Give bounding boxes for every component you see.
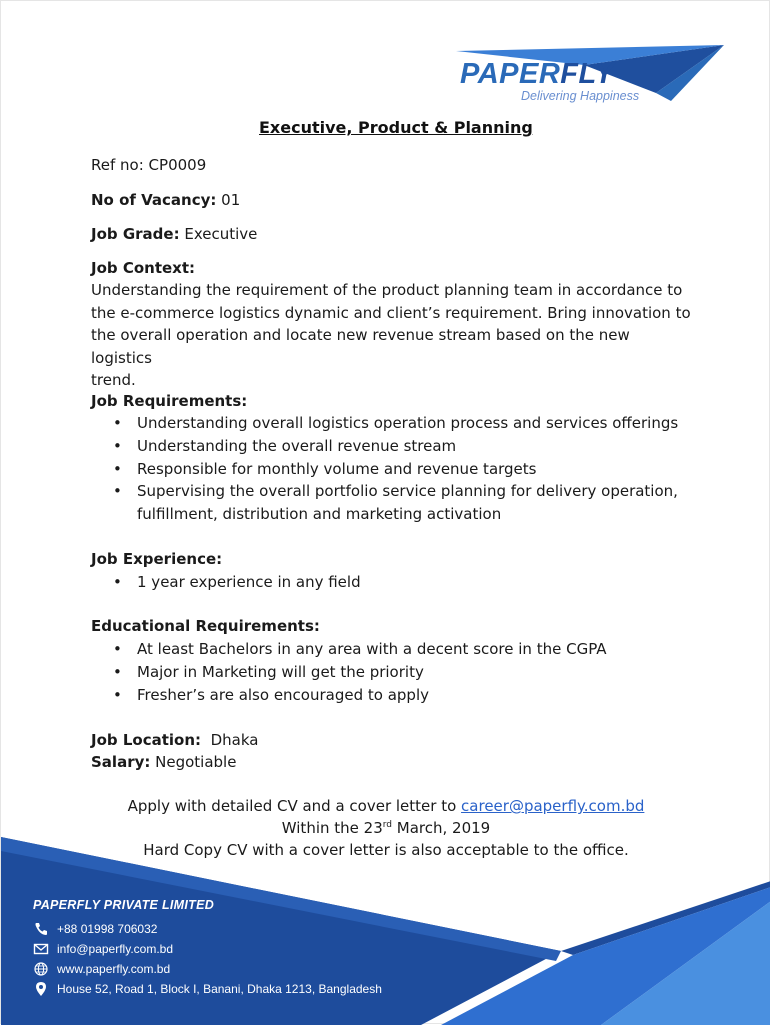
footer-address: House 52, Road 1, Block I, Banani, Dhaka 1213, Bangladesh — [33, 981, 382, 997]
footer-email: info@paperfly.com.bd — [33, 941, 173, 957]
list-item: • 1 year experience in any field — [113, 571, 693, 594]
list-item: • Major in Marketing will get the priority — [113, 661, 693, 684]
job-context-text: Understanding the requirement of the product planning team in accordance to the e-commerce logistics dynamic and client’s requirement. Bring innovation to the overall operation and locate new revenue stream based on the new logistics trend. — [91, 281, 691, 389]
list-item: • Understanding the overall revenue stream — [113, 435, 693, 458]
hard-copy-note: Hard Copy CV with a cover letter is also acceptable to the office. — [143, 841, 629, 859]
job-location: Job Location: Dhaka — [91, 731, 259, 749]
phone-icon — [33, 921, 49, 937]
job-grade: Job Grade: Executive — [91, 225, 258, 243]
job-context-heading: Job Context: — [91, 259, 196, 277]
logo-wordmark: PAPERFLY — [460, 58, 615, 90]
education-heading: Educational Requirements: — [91, 617, 320, 635]
ref-number: Ref no: CP0009 — [91, 156, 207, 174]
mail-icon — [33, 941, 49, 957]
list-item: • Understanding overall logistics operation process and services offerings — [113, 412, 693, 435]
career-email-link[interactable]: career@paperfly.com.bd — [461, 797, 645, 815]
job-requirements-list — [113, 412, 693, 526]
company-name: PAPERFLY PRIVATE LIMITED — [33, 898, 215, 912]
footer-website: www.paperfly.com.bd — [33, 961, 170, 977]
paperfly-logo — [456, 41, 731, 111]
apply-instructions: Apply with detailed CV and a cover letter to career@paperfly.com.bd — [127, 797, 645, 815]
logo-tagline: Delivering Happiness — [521, 89, 640, 103]
job-title: Executive, Product & Planning — [259, 118, 533, 137]
salary: Salary: Negotiable — [91, 753, 237, 771]
list-item: • At least Bachelors in any area with a decent score in the CGPA — [113, 638, 693, 661]
list-item: • Fresher’s are also encouraged to apply — [113, 684, 693, 707]
vacancy: No of Vacancy: 01 — [91, 191, 241, 209]
globe-icon — [33, 961, 49, 977]
education-list — [113, 638, 693, 706]
location-pin-icon — [33, 981, 49, 997]
list-item: • Supervising the overall portfolio service planning for delivery operation, fulfillment, distribution and marketing activation — [113, 480, 693, 526]
footer-phone: +88 01998 706032 — [33, 921, 157, 937]
apply-deadline: Within the 23rd March, 2019 — [281, 819, 491, 837]
job-requirements-heading: Job Requirements: — [91, 392, 248, 410]
job-experience-list — [113, 571, 693, 594]
list-item: • Responsible for monthly volume and revenue targets — [113, 458, 693, 481]
job-experience-heading: Job Experience: — [91, 550, 223, 568]
